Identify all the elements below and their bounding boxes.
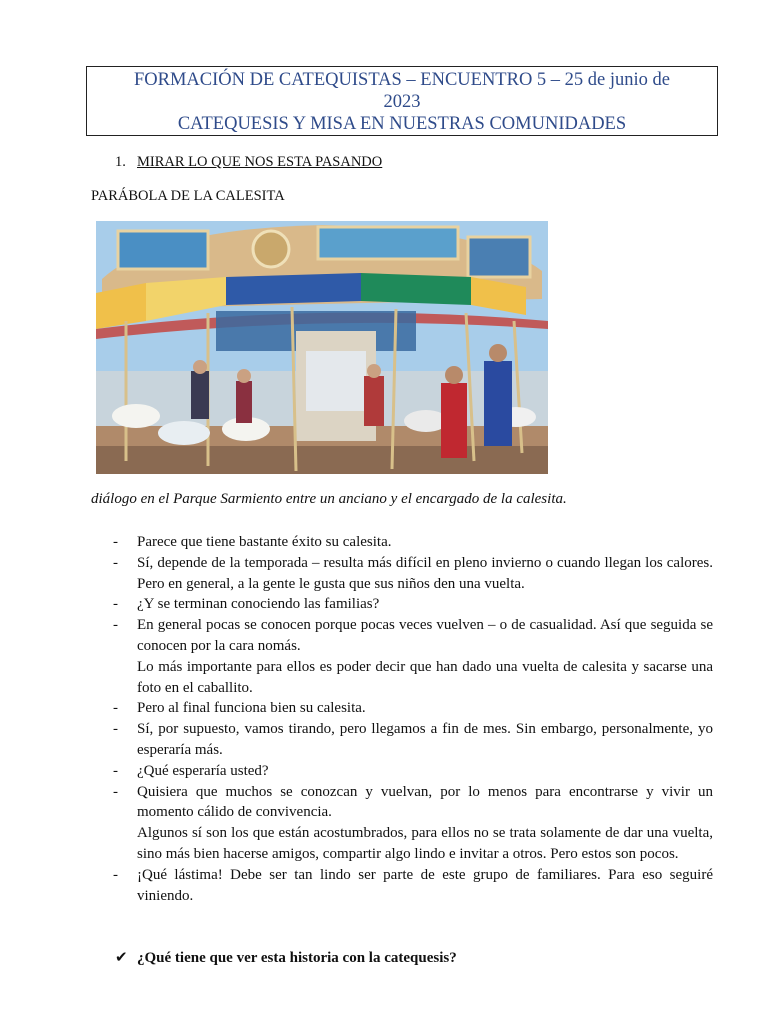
dialogue-dash: -	[113, 700, 118, 717]
section-heading	[115, 154, 382, 171]
dialogue-list	[113, 532, 713, 906]
dialogue-line	[113, 553, 713, 595]
dialogue-line	[113, 782, 713, 824]
dialogue-dash: -	[113, 762, 118, 779]
dialogue-continuation	[113, 657, 713, 699]
parable-title: PARÁBOLA DE LA CALESITA	[91, 188, 285, 204]
dialogue-text: Sí, depende de la temporada – resulta más difícil en pleno invierno o cuando llegan los calores. Pero en general, a la gente le gusta que sus niños den una vuelta.	[137, 554, 713, 592]
carousel-photo	[96, 221, 548, 474]
dialogue-dash: -	[113, 783, 118, 800]
dialogue-text: Algunos sí son los que están acostumbrados, para ellos no se trata solamente de dar una vuelta, sino más bien hacerse amigos, compartir algo lindo e invitar a otros. Pero estos son pocos.	[137, 825, 713, 862]
header-line-3: CATEQUESIS Y MISA EN NUESTRAS COMUNIDADES	[177, 114, 627, 134]
dialogue-dash: -	[113, 596, 118, 613]
header-line-2: 2023	[383, 92, 421, 112]
dialogue-text: Parece que tiene bastante éxito su calesita.	[137, 534, 392, 550]
dialogue-dash: -	[113, 534, 118, 550]
dialogue-text: Sí, por supuesto, vamos tirando, pero llegamos a fin de mes. Sin embargo, personalmente, yo esperaría más.	[137, 721, 713, 758]
dialogue-dash: -	[113, 617, 118, 634]
header-title-box	[86, 66, 718, 136]
dialogue-text: ¿Qué esperaría usted?	[137, 762, 269, 779]
dialogue-dash: -	[113, 721, 118, 738]
dialogue-continuation	[113, 823, 713, 865]
dialogue-text: Pero al final funciona bien su calesita.	[137, 700, 366, 717]
dialogue-line	[113, 761, 713, 782]
dialogue-dash: -	[113, 866, 118, 883]
dialogue-line	[113, 698, 713, 719]
dialogue-line	[113, 594, 713, 615]
dialogue-dash: -	[113, 554, 118, 571]
question-text: ¿Qué tiene que ver esta historia con la catequesis?	[137, 950, 457, 966]
dialogue-text: ¿Y se terminan conociendo las familias?	[137, 596, 380, 613]
section-title: MIRAR LO QUE NOS ESTA PASANDO	[137, 154, 383, 170]
dialogue-text: Quisiera que muchos se conozcan y vuelvan, por lo menos para encontrarse y vivir un momento cálido de convivencia.	[137, 783, 713, 821]
header-line-1: FORMACIÓN DE CATEQUISTAS – ENCUENTRO 5 – 25 de junio de	[133, 70, 671, 90]
dialogue-line	[113, 532, 713, 553]
reflection-question	[115, 948, 457, 967]
dialogue-text: Lo más importante para ellos es poder decir que han dado una vuelta de calesita y sacarse una foto en el caballito.	[137, 658, 713, 696]
dialogue-line	[113, 865, 713, 907]
dialogue-line	[113, 615, 713, 657]
checkmark-icon: ✔	[115, 950, 128, 966]
section-number: 1.	[115, 154, 126, 170]
dialogue-caption: diálogo en el Parque Sarmiento entre un anciano y el encargado de la calesita.	[91, 491, 567, 507]
dialogue-line	[113, 719, 713, 761]
dialogue-text: ¡Qué lástima! Debe ser tan lindo ser parte de este grupo de familiares. Para eso seguiré viniendo.	[137, 866, 713, 904]
dialogue-text: En general pocas se conocen porque pocas veces vuelven – o de casualidad. Así que seguida se conocen por la cara nomás.	[137, 617, 713, 654]
